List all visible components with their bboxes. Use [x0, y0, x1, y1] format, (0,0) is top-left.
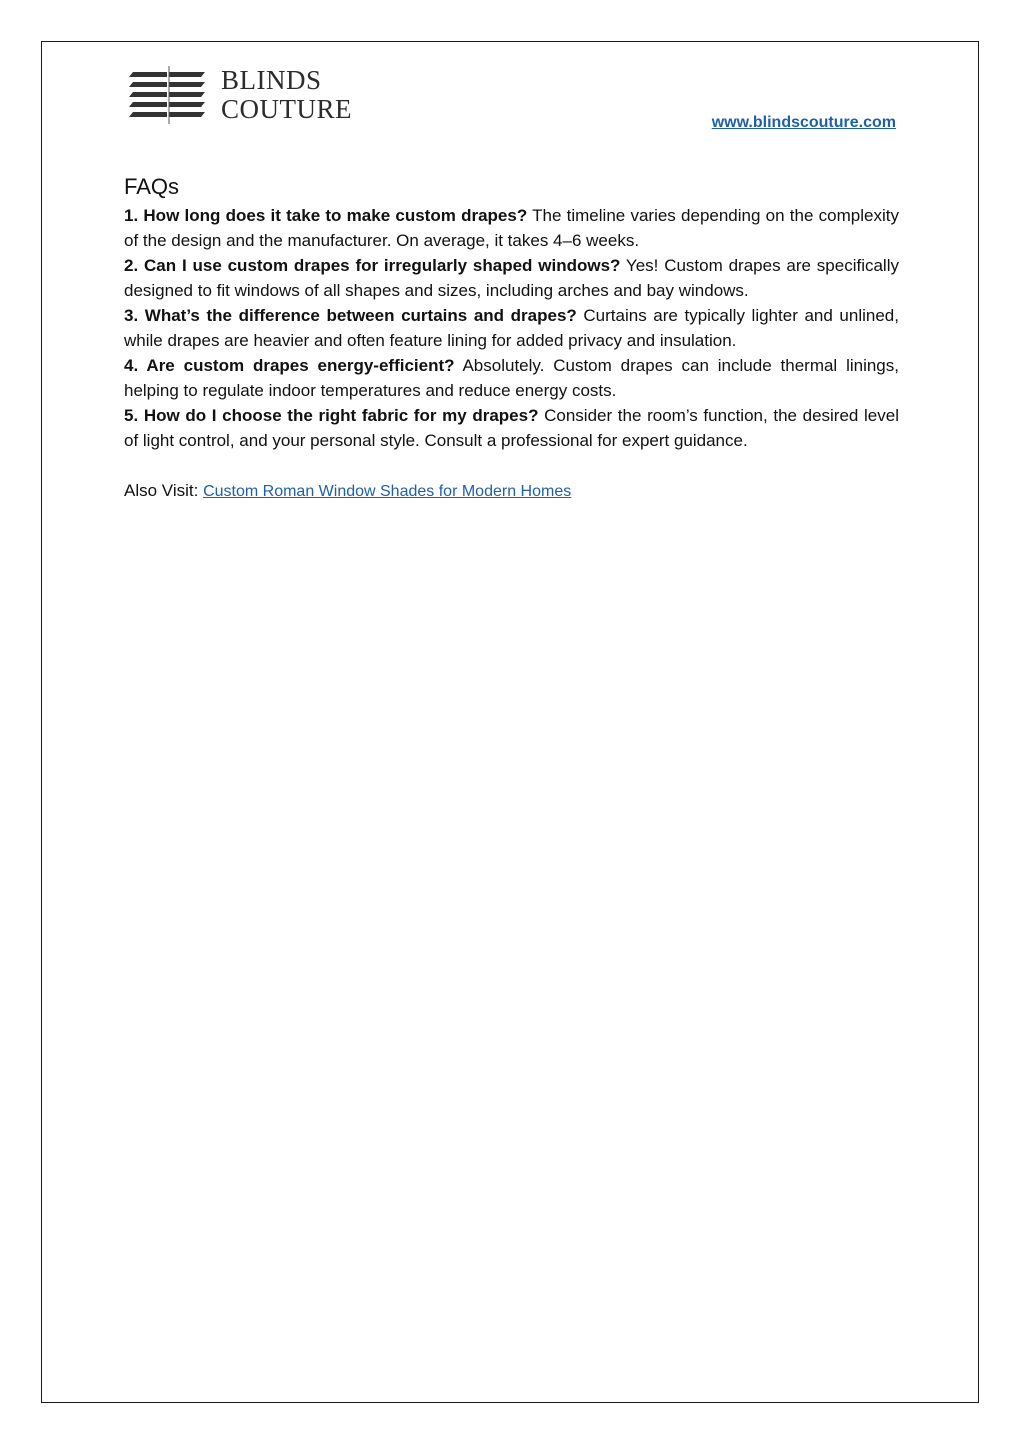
related-article-link[interactable]: Custom Roman Window Shades for Modern Homes — [203, 483, 572, 500]
faq-question: 5. How do I choose the right fabric for my drapes? — [124, 406, 539, 425]
faq-question: 2. Can I use custom drapes for irregularly shaped windows? — [124, 256, 621, 275]
brand-logo[interactable] — [129, 64, 352, 126]
brand-name — [221, 66, 352, 124]
website-link[interactable]: www.blindscouture.com — [711, 114, 896, 131]
brand-name-line1: BLINDS — [221, 65, 322, 95]
faq-item — [124, 403, 899, 453]
faq-item — [124, 253, 899, 303]
brand-name-line2: COUTURE — [221, 94, 352, 124]
also-visit — [124, 478, 899, 504]
faq-heading: FAQs — [124, 174, 180, 199]
faq-answer: Consider the room’s function, the desired level of light control, and your personal style. Consult a professional for expert guidance. — [124, 406, 899, 450]
faq-question: 3. What’s the difference between curtains and drapes? — [124, 306, 577, 325]
faq-answer: Curtains are typically lighter and unlined, while drapes are heavier and often feature lining for added privacy and insulation. — [124, 306, 899, 350]
also-visit-label: Also Visit: — [124, 481, 199, 500]
faq-question: 1. How long does it take to make custom drapes? — [124, 206, 528, 225]
faq-answer: The timeline varies depending on the complexity of the design and the manufacturer. On average, it takes 4–6 weeks. — [124, 206, 899, 250]
faq-item — [124, 203, 899, 253]
faq-section — [124, 172, 899, 504]
faq-item — [124, 303, 899, 353]
faq-question: 4. Are custom drapes energy-efficient? — [124, 356, 455, 375]
faq-answer: Absolutely. Custom drapes can include thermal linings, helping to regulate indoor temperatures and reduce energy costs. — [124, 356, 899, 400]
faq-list — [124, 203, 899, 453]
faq-item — [124, 353, 899, 403]
window-blinds-icon — [129, 64, 209, 126]
faq-answer: Yes! Custom drapes are specifically designed to fit windows of all shapes and sizes, including arches and bay windows. — [124, 256, 899, 300]
